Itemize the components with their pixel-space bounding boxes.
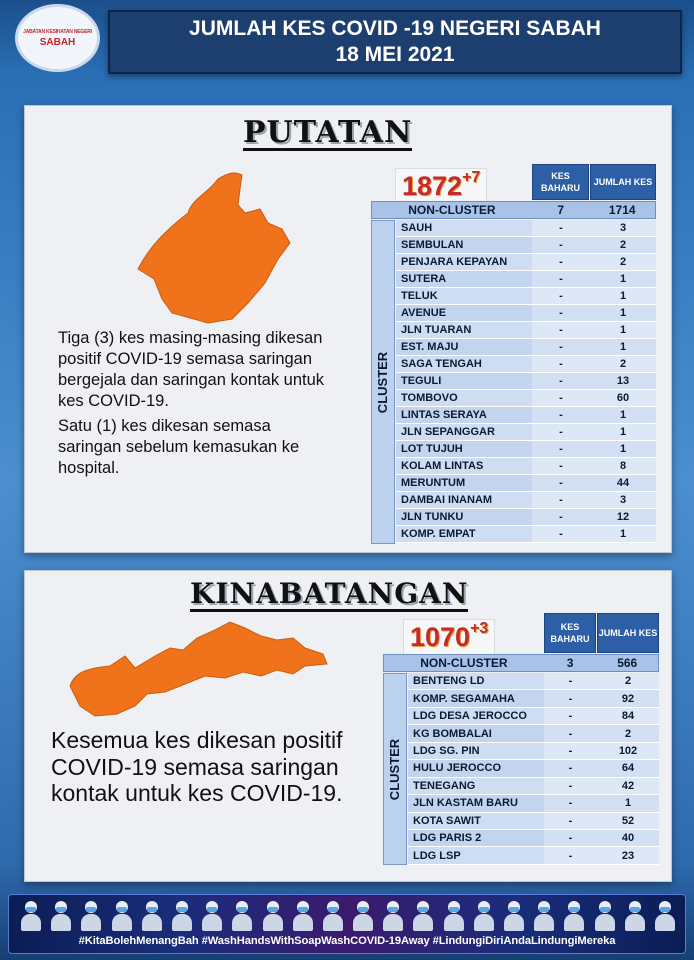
frontliner-figure-icon xyxy=(653,899,677,931)
frontliner-figure-icon xyxy=(170,899,194,931)
frontliner-figure-icon xyxy=(200,899,224,931)
kinabatangan-total: 1070 xyxy=(410,622,471,652)
cluster-jumlah-kes: 1 xyxy=(590,407,656,423)
cluster-jumlah-kes: 42 xyxy=(597,778,659,794)
cluster-kes-baharu: - xyxy=(544,847,597,863)
cluster-kes-baharu: - xyxy=(532,288,590,304)
cluster-jumlah-kes: 60 xyxy=(590,390,656,406)
cluster-jumlah-kes: 2 xyxy=(590,356,656,372)
cluster-jumlah-kes: 52 xyxy=(597,813,659,829)
frontliner-figure-icon xyxy=(140,899,164,931)
cluster-kes-baharu: - xyxy=(532,373,590,389)
frontliner-figure-icon xyxy=(351,899,375,931)
cluster-name: SAGA TENGAH xyxy=(396,356,532,372)
table-row xyxy=(408,743,659,760)
cluster-jumlah-kes: 1 xyxy=(590,441,656,457)
table-row xyxy=(408,690,659,707)
cluster-kes-baharu: - xyxy=(532,237,590,253)
cluster-name: KOLAM LINTAS xyxy=(396,458,532,474)
cluster-kes-baharu: - xyxy=(532,509,590,525)
cluster-name: JLN KASTAM BARU xyxy=(408,795,544,811)
putatan-desc-2: Satu (1) kes dikesan semasa saringan sebelum kemasukan ke hospital. xyxy=(58,417,300,477)
cluster-name: BENTENG LD xyxy=(408,673,544,689)
cluster-name: PENJARA KEPAYAN xyxy=(396,254,532,270)
table-row xyxy=(408,778,659,795)
cluster-jumlah-kes: 1 xyxy=(590,322,656,338)
cluster-kes-baharu: - xyxy=(544,830,597,846)
kinabatangan-col-kes-baharu: KES BAHARU xyxy=(544,613,596,653)
kinabatangan-title: KINABATANGAN xyxy=(190,577,469,610)
frontliner-figure-icon xyxy=(291,899,315,931)
table-row xyxy=(396,356,656,373)
cluster-kes-baharu: - xyxy=(544,725,597,741)
cluster-name: TELUK xyxy=(396,288,532,304)
table-row xyxy=(396,458,656,475)
cluster-name: AVENUE xyxy=(396,305,532,321)
putatan-table xyxy=(371,164,656,544)
table-row xyxy=(396,509,656,526)
cluster-name: LDG DESA JEROCCO xyxy=(408,708,544,724)
kinabatangan-description: Kesemua kes dikesan positif COVID-19 semasa saringan kontak untuk kes COVID-19. xyxy=(51,727,343,806)
frontliner-figure-icon xyxy=(623,899,647,931)
non-cluster-label: NON-CLUSTER xyxy=(420,656,508,670)
table-row xyxy=(408,830,659,847)
frontliner-figure-icon xyxy=(230,899,254,931)
frontliner-figure-icon xyxy=(321,899,345,931)
cluster-jumlah-kes: 1 xyxy=(590,305,656,321)
frontliner-figure-icon xyxy=(532,899,556,931)
cluster-jumlah-kes: 23 xyxy=(597,847,659,863)
putatan-non-cluster-row xyxy=(371,201,656,219)
frontliner-figure-icon xyxy=(261,899,285,931)
table-row xyxy=(396,441,656,458)
table-row xyxy=(396,339,656,356)
cluster-kes-baharu: - xyxy=(532,424,590,440)
table-row xyxy=(408,760,659,777)
table-row xyxy=(408,708,659,725)
table-row xyxy=(396,271,656,288)
cluster-name: JLN SEPANGGAR xyxy=(396,424,532,440)
cluster-name: LDG PARIS 2 xyxy=(408,830,544,846)
non-cluster-jumlah: 1714 xyxy=(608,203,636,217)
cluster-name: KOMP. EMPAT xyxy=(396,526,532,542)
cluster-jumlah-kes: 13 xyxy=(590,373,656,389)
cluster-kes-baharu: - xyxy=(532,271,590,287)
cluster-kes-baharu: - xyxy=(544,778,597,794)
cluster-jumlah-kes: 8 xyxy=(590,458,656,474)
title-line-1: JUMLAH KES COVID -19 NEGERI SABAH xyxy=(189,17,601,40)
cluster-name: LDG SG. PIN xyxy=(408,743,544,759)
cluster-name: TEGULI xyxy=(396,373,532,389)
title-line-2: 18 MEI 2021 xyxy=(335,43,455,66)
putatan-map xyxy=(110,161,305,326)
cluster-name: TENEGANG xyxy=(408,778,544,794)
frontliner-figure-icon xyxy=(381,899,405,931)
kinabatangan-new: +3 xyxy=(470,620,489,637)
cluster-kes-baharu: - xyxy=(532,407,590,423)
cluster-jumlah-kes: 1 xyxy=(590,424,656,440)
putatan-total: 1872 xyxy=(402,171,463,201)
table-row xyxy=(396,305,656,322)
footer-hashtags: #KitaBolehMenangBah #WashHandsWithSoapWashCOVID-19Away #LindungiDiriAndaLindungiMereka xyxy=(78,935,616,947)
table-row xyxy=(396,526,656,543)
putatan-new: +7 xyxy=(462,169,481,186)
cluster-name: SEMBULAN xyxy=(396,237,532,253)
putatan-cluster-rows xyxy=(396,220,656,543)
cluster-jumlah-kes: 64 xyxy=(597,760,659,776)
putatan-desc-1: Tiga (3) kes masing-masing dikesan positif COVID-19 semasa saringan bergejala dan saringan kontak untuk kes COVID-19. xyxy=(58,329,325,410)
cluster-name: EST. MAJU xyxy=(396,339,532,355)
cluster-kes-baharu: - xyxy=(532,492,590,508)
frontliner-figure-icon xyxy=(49,899,73,931)
cluster-kes-baharu: - xyxy=(544,795,597,811)
frontliner-figure-icon xyxy=(502,899,526,931)
table-row xyxy=(396,492,656,509)
footer-banner xyxy=(8,894,686,954)
cluster-jumlah-kes: 12 xyxy=(590,509,656,525)
cluster-kes-baharu: - xyxy=(532,441,590,457)
kinabatangan-non-cluster-row xyxy=(383,654,659,672)
table-row xyxy=(396,390,656,407)
frontliner-figure-icon xyxy=(472,899,496,931)
frontliner-figure-icon xyxy=(110,899,134,931)
kinabatangan-col-jumlah-kes: JUMLAH KES xyxy=(597,613,659,653)
cluster-name: JLN TUARAN xyxy=(396,322,532,338)
table-row xyxy=(408,673,659,690)
kinabatangan-map xyxy=(65,616,335,721)
putatan-col-jumlah-kes: JUMLAH KES xyxy=(590,164,656,200)
table-row xyxy=(396,424,656,441)
cluster-name: SAUH xyxy=(396,220,532,236)
kinabatangan-cluster-rows xyxy=(408,673,659,865)
cluster-jumlah-kes: 92 xyxy=(597,690,659,706)
cluster-jumlah-kes: 3 xyxy=(590,220,656,236)
page-title xyxy=(108,10,682,74)
table-row xyxy=(396,373,656,390)
frontliner-figure-icon xyxy=(79,899,103,931)
putatan-cluster-label: CLUSTER xyxy=(371,220,395,544)
cluster-jumlah-kes: 102 xyxy=(597,743,659,759)
non-cluster-label: NON-CLUSTER xyxy=(408,203,496,217)
putatan-title: PUTATAN xyxy=(243,115,413,150)
cluster-name: SUTERA xyxy=(396,271,532,287)
cluster-jumlah-kes: 40 xyxy=(597,830,659,846)
cluster-jumlah-kes: 84 xyxy=(597,708,659,724)
frontliner-figure-icon xyxy=(593,899,617,931)
cluster-kes-baharu: - xyxy=(532,322,590,338)
table-row xyxy=(396,237,656,254)
putatan-panel xyxy=(24,105,672,553)
putatan-description xyxy=(58,328,328,479)
cluster-kes-baharu: - xyxy=(544,690,597,706)
cluster-name: JLN TUNKU xyxy=(396,509,532,525)
cluster-jumlah-kes: 1 xyxy=(590,288,656,304)
kinabatangan-table xyxy=(383,613,659,865)
kinabatangan-cluster-label: CLUSTER xyxy=(383,673,407,865)
cluster-kes-baharu: - xyxy=(532,475,590,491)
frontliner-figure-icon xyxy=(19,899,43,931)
cluster-jumlah-kes: 1 xyxy=(590,339,656,355)
logo-text: SABAH xyxy=(39,36,76,48)
jkn-sabah-logo xyxy=(15,4,100,72)
putatan-col-kes-baharu: KES BAHARU xyxy=(532,164,589,200)
table-row xyxy=(396,322,656,339)
non-cluster-jumlah: 566 xyxy=(617,656,638,670)
cluster-name: HULU JEROCCO xyxy=(408,760,544,776)
non-cluster-baharu: 3 xyxy=(566,656,574,670)
cluster-jumlah-kes: 2 xyxy=(597,725,659,741)
cluster-kes-baharu: - xyxy=(532,390,590,406)
cluster-kes-baharu: - xyxy=(532,254,590,270)
cluster-kes-baharu: - xyxy=(544,743,597,759)
cluster-jumlah-kes: 1 xyxy=(590,526,656,542)
cluster-name: LDG LSP xyxy=(408,847,544,863)
cluster-jumlah-kes: 3 xyxy=(590,492,656,508)
logo-top-text: JABATAN KESIHATAN NEGERI xyxy=(23,28,92,35)
cluster-kes-baharu: - xyxy=(532,356,590,372)
cluster-name: DAMBAI INANAM xyxy=(396,492,532,508)
table-row xyxy=(408,847,659,864)
cluster-kes-baharu: - xyxy=(544,813,597,829)
frontliner-figure-icon xyxy=(562,899,586,931)
frontliner-figures xyxy=(19,899,677,933)
cluster-jumlah-kes: 2 xyxy=(590,237,656,253)
cluster-kes-baharu: - xyxy=(544,673,597,689)
cluster-kes-baharu: - xyxy=(532,339,590,355)
frontliner-figure-icon xyxy=(411,899,435,931)
table-row xyxy=(396,254,656,271)
cluster-name: KG BOMBALAI xyxy=(408,725,544,741)
cluster-name: KOTA SAWIT xyxy=(408,813,544,829)
cluster-kes-baharu: - xyxy=(544,708,597,724)
kinabatangan-panel xyxy=(24,570,672,882)
table-row xyxy=(396,288,656,305)
cluster-kes-baharu: - xyxy=(532,526,590,542)
table-row xyxy=(408,795,659,812)
table-row xyxy=(408,813,659,830)
cluster-name: MERUNTUM xyxy=(396,475,532,491)
frontliner-figure-icon xyxy=(442,899,466,931)
cluster-name: LINTAS SERAYA xyxy=(396,407,532,423)
cluster-jumlah-kes: 2 xyxy=(590,254,656,270)
cluster-name: LOT TUJUH xyxy=(396,441,532,457)
cluster-kes-baharu: - xyxy=(532,458,590,474)
cluster-jumlah-kes: 1 xyxy=(590,271,656,287)
cluster-jumlah-kes: 44 xyxy=(590,475,656,491)
cluster-kes-baharu: - xyxy=(532,305,590,321)
table-row xyxy=(408,725,659,742)
non-cluster-baharu: 7 xyxy=(557,203,565,217)
cluster-jumlah-kes: 1 xyxy=(597,795,659,811)
cluster-jumlah-kes: 2 xyxy=(597,673,659,689)
cluster-name: TOMBOVO xyxy=(396,390,532,406)
table-row xyxy=(396,475,656,492)
cluster-kes-baharu: - xyxy=(544,760,597,776)
cluster-name: KOMP. SEGAMAHA xyxy=(408,690,544,706)
table-row xyxy=(396,407,656,424)
table-row xyxy=(396,220,656,237)
cluster-kes-baharu: - xyxy=(532,220,590,236)
